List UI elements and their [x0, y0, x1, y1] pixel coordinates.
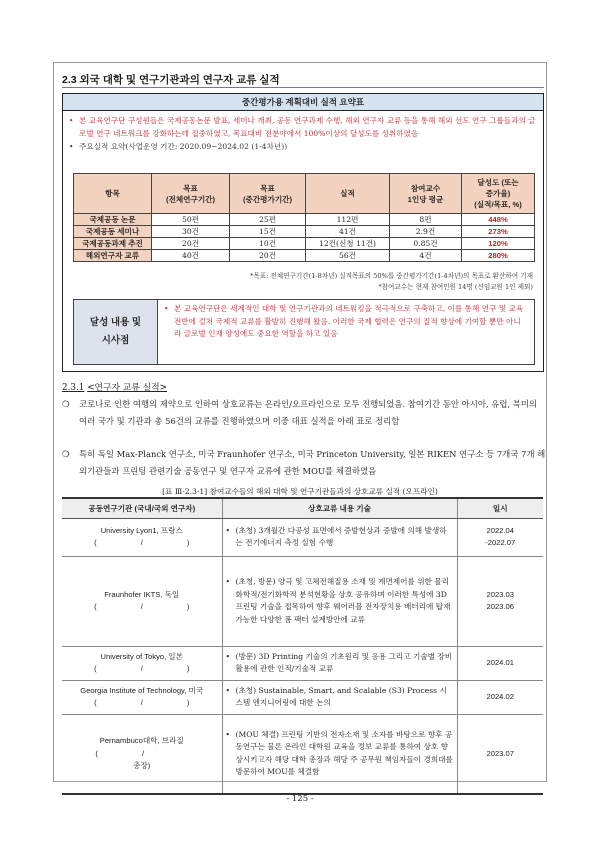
bullet-mark: • — [225, 685, 230, 695]
institution-cell — [62, 646, 222, 680]
row-label: 해외연구자 교류 — [74, 250, 152, 262]
achievement-rate: 448% — [462, 214, 535, 226]
header-cell: 상호교류 내용 기술 — [222, 498, 457, 518]
table-row — [62, 680, 543, 714]
achievement-rate: 280% — [462, 250, 535, 262]
table-cell: 20건 — [230, 250, 306, 262]
paragraph-mark: ❍ — [62, 399, 70, 409]
table-cell: 56건 — [306, 250, 390, 262]
achievement-rate: 273% — [462, 226, 535, 238]
institution-name: University Lyon1, 프랑스 — [100, 525, 183, 535]
performance-header-row — [74, 174, 535, 214]
table-row — [74, 238, 535, 250]
content-cell — [222, 518, 457, 556]
achievement-label-line: 달성 내용 및 — [89, 317, 142, 328]
table-cell: 10건 — [230, 238, 306, 250]
bullet-text: 본 교육연구단 구성원들은 국제공동논문 발표, 세미나 개최, 공동 연구과제 수행, 해외 연구자 교류 등을 통해 해외 선도 연구 그룹들과의 글로벌 연구 네트워크를 강화하는데 집중하였고, 목표대비 전분야에서 100%이상의 달성도를 성취하였음 — [79, 116, 536, 138]
performance-table — [73, 173, 535, 262]
summary-box — [62, 93, 544, 372]
note-line: *목표: 전체연구기간(1-8차년) 실적목표의 50%를 중간평가기간(1-4차년)의 목표로 환산하여 기재 — [250, 272, 533, 280]
achievement-label — [74, 300, 158, 364]
achievement-rate: 120% — [462, 238, 535, 250]
date-cell — [457, 714, 543, 794]
table-cell: 41건 — [306, 226, 390, 238]
exchange-date: 2023.07 — [486, 748, 514, 758]
table-row — [74, 226, 535, 238]
date-cell — [457, 518, 543, 556]
row-label: 국제공동과제 추진 — [74, 238, 152, 250]
section-rule — [62, 87, 544, 88]
exchange-date: 2024.02 — [486, 691, 514, 701]
table-caption: [표 Ⅲ-2.3-1] 참여교수들의 해외 대학 및 연구기관들과의 상호교류 실적 (오프라인) — [162, 487, 438, 496]
bullet-mark: • — [69, 116, 74, 125]
paragraph-mark: ❍ — [62, 449, 70, 459]
exchange-content: (초청) 3개월간 다공성 표면에서 증발현상과 증발에 의해 발생하는 전기에너지 측정 실험 수행 — [235, 525, 447, 547]
date-cell — [457, 556, 543, 646]
table-cell: 40건 — [152, 250, 230, 262]
table-cell: 12건(신청 11건) — [306, 238, 390, 250]
institution-name: Georgia Institute of Technology, 미국 — [80, 685, 204, 695]
table-row — [62, 556, 543, 646]
researcher-placeholder: ( / ) — [94, 602, 190, 611]
bullet-text: 주요실적 요약(사업운영 기간: 2020.09~2024.02 (1-4차년)) — [79, 142, 288, 151]
header-cell: 목표 (전체연구기간) — [152, 174, 230, 214]
exchange-date: 2024.01 — [486, 657, 514, 667]
row-label: 국제공동 세미나 — [74, 226, 152, 238]
researcher-placeholder: ( / ) — [94, 664, 190, 673]
bullet-mark: • — [164, 304, 169, 313]
achievement-description: 본 교육연구단은 세계적인 대학 및 연구기관과의 네트워킹을 적극적으로 구축하고, 이를 통해 연구 및 교육 전반에 걸쳐 국제적 교류를 활발히 진행해 왔음. 이러한 국제 협력은 연구의 질적 향상에 기여할 뿐만 아니라 글로벌 인재 양성에도 중요한 역할을 하고 있음 — [174, 304, 524, 338]
exchange-date: 2023.03 2023.06 — [486, 589, 514, 611]
header-cell: 실적 — [306, 174, 390, 214]
exchange-content: (초청) Sustainable, Smart, and Scalable (S3) Process 시스템 엔지니어링에 대한 논의 — [235, 685, 447, 707]
table-row — [62, 714, 543, 794]
institution-cell — [62, 556, 222, 646]
header-cell: 달성도 (또는 증가율) (실적/목표, %) — [462, 174, 535, 214]
bullet-mark: • — [69, 142, 74, 151]
table-cell: 2.9건 — [390, 226, 462, 238]
content-cell — [222, 556, 457, 646]
table-cell: 15건 — [230, 226, 306, 238]
researcher-title: 총장) — [133, 761, 151, 770]
bullet-mark: • — [225, 729, 230, 739]
exchange-date: 2022.04 -2022.07 — [485, 525, 516, 547]
table-row — [74, 250, 535, 262]
institution-cell — [62, 680, 222, 714]
content-cell — [222, 714, 457, 794]
achievement-text — [158, 300, 534, 364]
exchange-content: (초청, 방문) 양극 및 고체전해질용 소재 및 계면제어를 위한 물리화학적/전기화학적 분석현황을 상호 공유하며 이러한 특성에 3D 프린팅 기술을 접목하여 향후 웨어러블 전자장치용 배터리에 탑재 가능한 다양한 폼 팩터 설계방안에 교류 — [235, 577, 451, 624]
researcher-placeholder: ( / ) — [94, 538, 190, 547]
summary-heading: 중간평가용 계획대비 실적 요약표 — [63, 94, 543, 111]
exchange-content: (MOU 체결) 프린팅 기반의 전자소재 및 소자를 바탕으로 향후 공동연구는 물론 온라인 대학원 교육을 정보 교류를 통하여 상호 향상시키고자 해당 대학 총장과 해당 주 공무원 책임자들이 경희대를 방문하여 MOU를 체결함 — [235, 729, 453, 777]
bullet-mark: • — [225, 525, 230, 535]
table-cell: 0.85건 — [390, 238, 462, 250]
date-cell — [457, 680, 543, 714]
table-cell: 8편 — [390, 214, 462, 226]
institution-cell — [62, 518, 222, 556]
exchange-table — [62, 497, 543, 795]
row-label: 국제공동 논문 — [74, 214, 152, 226]
subsection-number: 2.3.1 — [62, 383, 85, 393]
institution-cell — [62, 714, 222, 794]
table-row — [62, 518, 543, 556]
table-notes — [250, 271, 533, 293]
paragraph-text: 코로나로 인한 여행의 제약으로 인하여 상호교류는 온라인/오프라인으로 모두 진행되었음. 참여기간 동안 아시아, 유럽, 북미의 여러 국가 및 기관과 총 56건의 교류를 진행하였으며 이중 대표 실적을 아래 표로 정리함 — [79, 399, 538, 426]
header-cell: 참여교수 1인당 평균 — [390, 174, 462, 214]
section-title: 2.3 외국 대학 및 연구기관과의 연구자 교류 실적 — [62, 74, 280, 86]
subsection-title — [62, 380, 167, 393]
page-number: - 125 - — [286, 794, 314, 804]
table-cell: 50편 — [152, 214, 230, 226]
subsection-heading: <연구자 교류 실적> — [87, 383, 168, 393]
exchange-header-row — [62, 498, 543, 518]
summary-bullet — [69, 140, 537, 153]
bullet-mark: • — [225, 577, 230, 586]
paragraph-text: 특히 독일 Max-Planck 연구소, 미국 Fraunhofer 연구소, 미국 Princeton University, 일본 RIKEN 연구소 등 7개국 7개 해외기관들과 프린팅 관련기술 공동연구 및 연구자 교류에 관한 MOU를 체결하였음 — [79, 449, 546, 476]
researcher-placeholder: ( / ) — [94, 698, 190, 707]
institution-name: Pernambuco대학, 브라질 — [99, 736, 184, 745]
content-cell — [222, 646, 457, 680]
researcher-placeholder: ( / — [95, 748, 145, 758]
institution-name: University of Tokyo, 일본 — [100, 651, 183, 661]
table-cell: 25편 — [230, 214, 306, 226]
summary-bullet — [69, 114, 537, 140]
table-cell: 30건 — [152, 226, 230, 238]
header-cell: 일시 — [457, 498, 543, 518]
exchange-content: (방문) 3D Printing 기술의 기초원리 및 응용 그리고 기술별 장비활용에 관한 인적/기술적 교류 — [235, 651, 453, 673]
header-cell: 목표 (중간평가기간) — [230, 174, 306, 214]
summary-body — [63, 111, 543, 153]
header-cell: 공동연구기관 (국내/국외 연구자) — [62, 498, 222, 518]
table-cell: 4건 — [390, 250, 462, 262]
table-cell: 20건 — [152, 238, 230, 250]
paragraph — [62, 446, 546, 479]
table-row — [74, 214, 535, 226]
achievement-box — [73, 299, 535, 365]
institution-name: Fraunhofer IKTS, 독일 — [104, 589, 180, 599]
table-cell: 112편 — [306, 214, 390, 226]
achievement-label-line: 시사점 — [101, 335, 130, 346]
paragraph — [62, 396, 546, 429]
content-cell — [222, 680, 457, 714]
bullet-mark: • — [225, 651, 230, 661]
date-cell — [457, 646, 543, 680]
table-row — [62, 646, 543, 680]
header-cell: 항목 — [74, 174, 152, 214]
note-line: *참여교수는 현재 참여인원 14명 (신임교원 1인 제외) — [378, 283, 533, 291]
